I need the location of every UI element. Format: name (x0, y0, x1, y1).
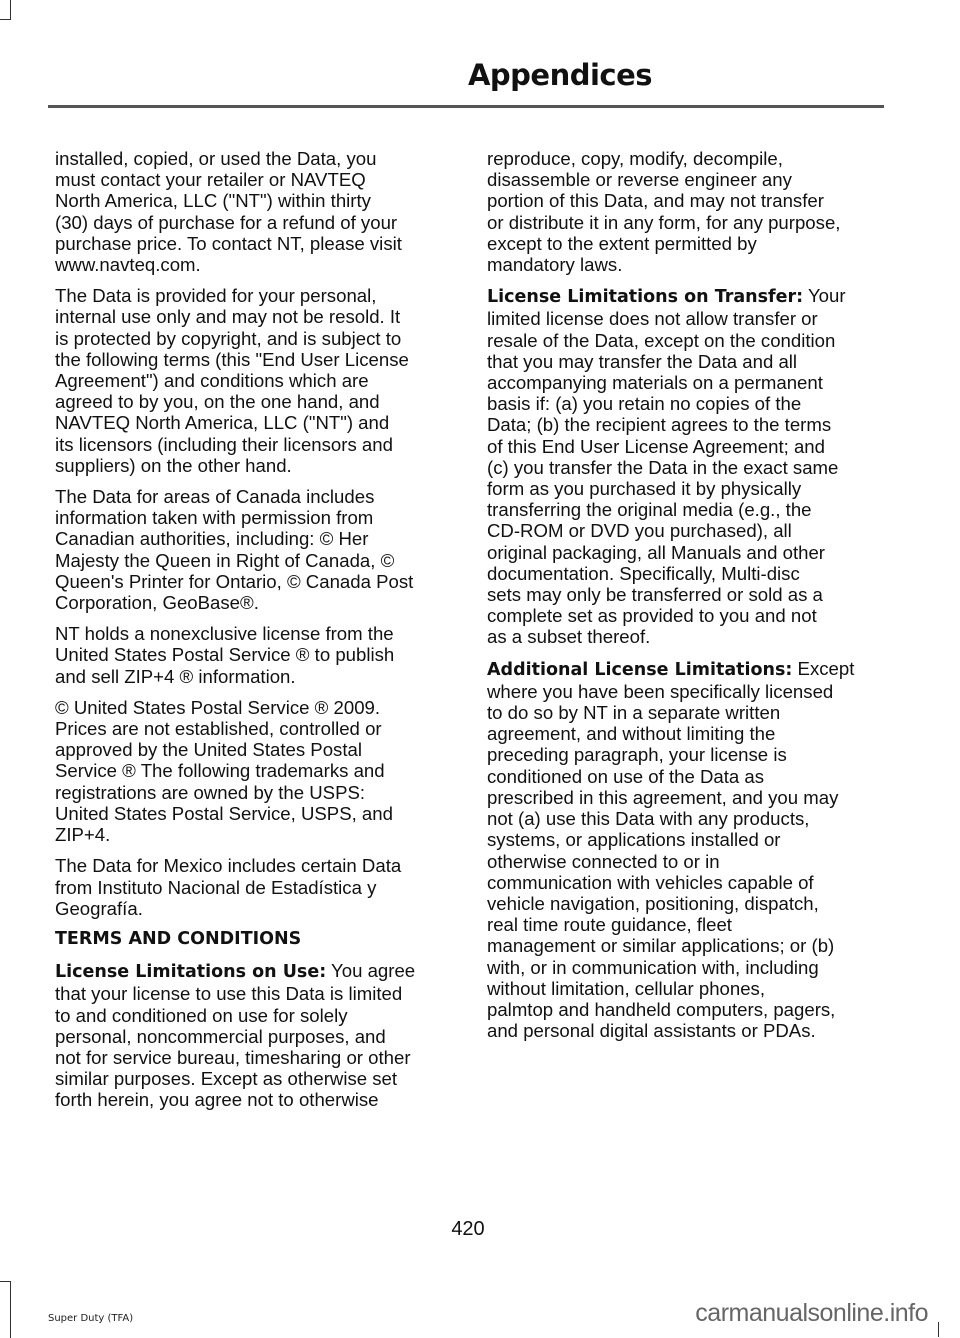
text-line: Geografía. (55, 897, 143, 919)
crop-mark (0, 1281, 11, 1338)
text-line: of this End User License Agreement; and (487, 435, 825, 457)
text-line: as a subset thereof. (487, 626, 651, 648)
text-line: The Data for areas of Canada includes (55, 486, 375, 508)
text-line: personal, noncommercial purposes, and (55, 1025, 386, 1047)
header-divider (48, 105, 884, 108)
text-line: documentation. Specifically, Multi-disc (487, 562, 800, 584)
paragraph (55, 285, 455, 476)
text-line: © United States Postal Service ® 2009. (55, 696, 381, 718)
text-line: and sell ZIP+4 ® information. (55, 665, 296, 687)
section-heading: TERMS AND CONDITIONS (55, 928, 302, 949)
text-line: portion of this Data, and may not transfer (487, 190, 824, 212)
text-line: management or similar applications; or (b) (487, 935, 835, 957)
text-line: CD-ROM or DVD you purchased), all (487, 520, 792, 542)
text-line: or distribute it in any form, for any purpose, (487, 211, 841, 233)
text-line: not (a) use this Data with any products, (487, 808, 810, 830)
text-line: form as you purchased it by physically (487, 478, 802, 500)
text-line: is protected by copyright, and is subject to (55, 327, 402, 349)
paragraph (55, 960, 455, 1110)
text-line: mandatory laws. (487, 254, 623, 276)
text-line: Service ® The following trademarks and (55, 760, 385, 782)
text-line: Queen's Printer for Ontario, © Canada Post (55, 570, 414, 592)
text-line: (c) you transfer the Data in the exact same (487, 456, 839, 478)
text-line: (30) days of purchase for a refund of your (55, 211, 398, 233)
text-line: accompanying materials on a permanent (487, 372, 823, 394)
lead-in-heading: License Limitations on Use: (55, 962, 327, 983)
paragraph (55, 697, 455, 845)
page-title: Appendices (467, 58, 653, 92)
right-column (487, 148, 887, 1051)
paragraph (55, 148, 455, 275)
text-line: registrations are owned by the USPS: (55, 781, 366, 803)
text-line: information taken with permission from (55, 507, 374, 529)
text-line: basis if: (a) you retain no copies of the (487, 393, 802, 415)
text-line: without limitation, cellular phones, (487, 977, 766, 999)
paragraph (487, 148, 887, 275)
text-line: except to the extent permitted by (487, 232, 757, 254)
text-line: where you have been specifically licensed (487, 680, 834, 702)
text-run: Except (792, 657, 855, 679)
text-line: not for service bureau, timesharing or other (55, 1046, 411, 1068)
text-line: complete set as provided to you and not (487, 605, 817, 627)
text-line: North America, LLC ("NT") within thirty (55, 190, 371, 212)
text-line: similar purposes. Except as otherwise set (55, 1068, 398, 1090)
text-line: agreed to by you, on the one hand, and (55, 391, 380, 413)
text-line: that your license to use this Data is limited (55, 983, 403, 1005)
text-line: the following terms (this "End User License (55, 348, 409, 370)
vehicle-model: Super Duty (TFA) (48, 1313, 134, 1324)
text-line: approved by the United States Postal (55, 739, 362, 761)
text-line: disassemble or reverse engineer any (487, 169, 792, 191)
watermark: carmanualsonline.info (695, 1299, 928, 1327)
text-line: that you may transfer the Data and all (487, 350, 798, 372)
text-line: United States Postal Service ® to publish (55, 644, 395, 666)
lead-in-heading: Additional License Limitations: (487, 659, 793, 680)
text-line: Agreement") and conditions which are (55, 370, 369, 392)
text-line: Prices are not established, controlled or (55, 718, 382, 740)
text-line: www.navteq.com. (55, 254, 201, 276)
text-line: must contact your retailer or NAVTEQ (55, 169, 366, 191)
text-line: ZIP+4. (55, 824, 111, 846)
text-line: original packaging, all Manuals and other (487, 541, 826, 563)
text-line: vehicle navigation, positioning, dispatch, (487, 892, 819, 914)
text-line: internal use only and may not be resold. It (55, 306, 401, 328)
text-line: Corporation, GeoBase®. (55, 592, 259, 614)
page-number: 420 (451, 1218, 485, 1240)
text-line: communication with vehicles capable of (487, 871, 814, 893)
paragraph (487, 285, 887, 647)
crop-mark (0, 0, 11, 20)
paragraph (55, 623, 455, 687)
text-line: prescribed in this agreement, and you may (487, 786, 839, 808)
text-run: Your (803, 285, 846, 307)
text-line: reproduce, copy, modify, decompile, (487, 148, 783, 169)
paragraph (487, 658, 887, 1042)
text-line: to do so by NT in a separate written (487, 702, 781, 724)
text-line: agreement, and without limiting the (487, 723, 776, 745)
text-line: systems, or applications installed or (487, 829, 781, 851)
text-line: Canadian authorities, including: © Her (55, 528, 369, 550)
text-line: suppliers) on the other hand. (55, 454, 292, 476)
text-line: Majesty the Queen in Right of Canada, © (55, 549, 395, 571)
text-line: its licensors (including their licensors and (55, 433, 393, 455)
text-run: You agree (326, 960, 416, 982)
crop-mark (938, 1322, 939, 1337)
text-line (55, 960, 455, 983)
text-line: with, or in communication with, including (487, 956, 819, 978)
text-line: Data; (b) the recipient agrees to the terms (487, 414, 832, 436)
text-line: palmtop and handheld computers, pagers, (487, 998, 836, 1020)
text-line: sets may only be transferred or sold as a (487, 584, 823, 606)
text-line: and personal digital assistants or PDAs. (487, 1020, 816, 1042)
text-line: installed, copied, or used the Data, you (55, 148, 377, 169)
text-line: transferring the original media (e.g., the (487, 499, 812, 521)
text-line: United States Postal Service, USPS, and (55, 802, 393, 824)
text-line: The Data is provided for your personal, (55, 285, 377, 307)
text-line: real time route guidance, fleet (487, 914, 732, 936)
text-line: from Instituto Nacional de Estadística y (55, 876, 377, 898)
left-column (55, 148, 455, 1121)
text-line (487, 658, 887, 681)
text-line (487, 285, 887, 308)
paragraph (55, 486, 455, 613)
text-line: forth herein, you agree not to otherwise (55, 1089, 379, 1111)
text-line: NT holds a nonexclusive license from the (55, 623, 394, 645)
text-line: conditioned on use of the Data as (487, 765, 765, 787)
text-line: preceding paragraph, your license is (487, 744, 787, 766)
paragraph (55, 855, 455, 919)
text-line: limited license does not allow transfer or (487, 308, 818, 330)
text-line: The Data for Mexico includes certain Data (55, 855, 402, 877)
lead-in-heading: License Limitations on Transfer: (487, 287, 804, 308)
text-line: purchase price. To contact NT, please visit (55, 232, 402, 254)
text-line: resale of the Data, except on the condition (487, 329, 836, 351)
text-line: NAVTEQ North America, LLC ("NT") and (55, 412, 390, 434)
text-line: to and conditioned on use for solely (55, 1004, 348, 1026)
text-line: otherwise connected to or in (487, 850, 720, 872)
